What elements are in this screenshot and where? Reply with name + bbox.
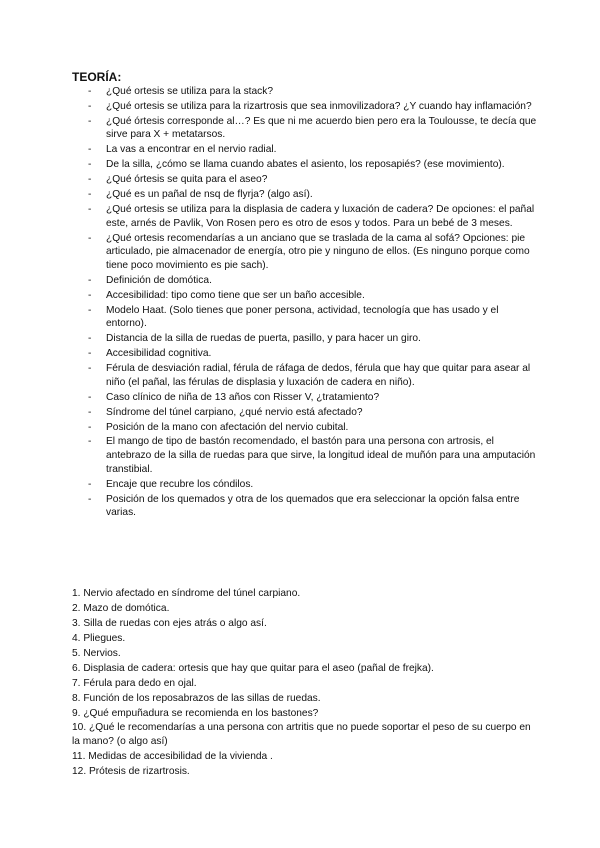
numbered-question-item: 10. ¿Qué le recomendarías a una persona con artritis que no puede soportar el peso de su cuerpo en la mano? (o algo así) [72, 722, 531, 748]
numbered-question-item: 6. Displasia de cadera: ortesis que hay que quitar para el aseo (pañal de frejka). [72, 662, 434, 674]
theory-question-text: ¿Qué ortesis se utiliza para la displasia de cadera y luxación de cadera? De opciones: el pañal este, arnés de Pavlik, Von Rosen pero es otro de esos y todos. Para un bebé de 3 meses. [106, 204, 535, 229]
dash-bullet: - [88, 391, 92, 403]
numbered-question-item: 9. ¿Qué empuñadura se recomienda en los bastones? [72, 707, 319, 719]
dash-bullet: - [88, 204, 92, 216]
dash-bullet: - [88, 478, 92, 490]
numbered-question-item: 7. Férula para dedo en ojal. [72, 677, 197, 689]
theory-question-item [88, 347, 538, 361]
theory-question-text: Síndrome del túnel carpiano, ¿qué nervio está afectado? [106, 406, 363, 418]
theory-question-text: Distancia de la silla de ruedas de puerta, pasillo, y para hacer un giro. [106, 333, 421, 345]
dash-bullet: - [88, 174, 92, 186]
theory-question-text: Encaje que recubre los cóndilos. [106, 478, 254, 490]
numbered-question-item: 4. Pliegues. [72, 632, 126, 644]
theory-question-item [88, 332, 538, 346]
dash-bullet: - [88, 436, 92, 448]
theory-question-text: ¿Qué órtesis se quita para el aseo? [106, 174, 268, 186]
numbered-question-list [72, 587, 537, 780]
theory-question-text: ¿Qué ortesis recomendarías a un anciano que se traslada de la cama al sofá? Opciones: pie articulado, pie almacenador de energía, otro pie y ninguno de ellos. (Es ninguno porque como tiene poco movimiento es pie sach). [106, 232, 530, 271]
numbered-question-item: 11. Medidas de accesibilidad de la vivienda . [72, 750, 273, 762]
theory-question-item [88, 362, 538, 389]
theory-question-item [88, 203, 538, 230]
theory-question-text: Modelo Haat. (Solo tienes que poner persona, actividad, tecnología que has usado y el entorno). [106, 304, 499, 330]
theory-question-list [88, 85, 538, 521]
theory-question-item [88, 289, 538, 303]
theory-question-item [88, 391, 538, 405]
dash-bullet: - [88, 144, 92, 156]
dash-bullet: - [88, 304, 92, 316]
numbered-question-item: 8. Función de los reposabrazos de las sillas de ruedas. [72, 692, 321, 704]
dash-bullet: - [88, 406, 92, 418]
dash-bullet: - [88, 232, 92, 244]
dash-bullet: - [88, 86, 92, 97]
dash-bullet: - [88, 100, 92, 112]
theory-question-text: El mango de tipo de bastón recomendado, el bastón para una persona con artrosis, el antebrazo de la silla de ruedas para que sirve, la longitud ideal de muñón para una amputación transtibial. [106, 436, 536, 475]
dash-bullet: - [88, 363, 92, 375]
theory-question-text: Férula de desviación radial, férula de ráfaga de dedos, férula que hay que quitar para asear al niño (el pañal, las férulas de displasia y luxación de cadera en niño). [106, 363, 531, 388]
theory-question-item [88, 85, 538, 99]
theory-question-text: Posición de los quemados y otra de los quemados que era seleccionar la opción falsa entre varias. [106, 493, 520, 519]
dash-bullet: - [88, 493, 92, 505]
dash-bullet: - [88, 289, 92, 301]
numbered-question-item: 5. Nervios. [72, 647, 121, 659]
theory-question-text: Definición de domótica. [106, 274, 212, 286]
theory-question-item [88, 406, 538, 420]
theory-question-text: De la silla, ¿cómo se llama cuando abates el asiento, los reposapiés? (ese movimiento). [106, 159, 505, 171]
dash-bullet: - [88, 159, 92, 171]
numbered-question-item: 1. Nervio afectado en síndrome del túnel carpiano. [72, 588, 301, 599]
theory-question-item [88, 143, 538, 157]
theory-question-text: Caso clínico de niña de 13 años con Risser V, ¿tratamiento? [106, 391, 380, 403]
dash-bullet: - [88, 348, 92, 360]
theory-question-item [88, 421, 538, 435]
theory-question-item [88, 478, 538, 492]
theory-question-item [88, 115, 538, 142]
dash-bullet: - [88, 115, 92, 127]
dash-bullet: - [88, 274, 92, 286]
theory-question-text: ¿Qué es un pañal de nsq de flyrja? (algo así). [106, 189, 313, 201]
theory-question-item [88, 274, 538, 288]
dash-bullet: - [88, 189, 92, 201]
theory-question-text: Accesibilidad cognitiva. [106, 348, 212, 360]
theory-question-item [88, 493, 538, 520]
theory-question-text: ¿Qué ortesis se utiliza para la rizartrosis que sea inmovilizadora? ¿Y cuando hay inflamación? [106, 100, 532, 112]
theory-question-text: Posición de la mano con afectación del nervio cubital. [106, 421, 349, 433]
theory-question-text: ¿Qué ortesis se utiliza para la stack? [106, 86, 274, 97]
numbered-question-item: 2. Mazo de domótica. [72, 602, 170, 614]
theory-question-item [88, 173, 538, 187]
dash-bullet: - [88, 421, 92, 433]
dash-bullet: - [88, 333, 92, 345]
theory-question-text: La vas a encontrar en el nervio radial. [106, 144, 277, 156]
theory-question-item [88, 188, 538, 202]
theory-question-item [88, 158, 538, 172]
section-title: TEORÍA: [72, 70, 122, 84]
numbered-question-item: 3. Silla de ruedas con ejes atrás o algo así. [72, 617, 267, 629]
theory-question-item [88, 232, 538, 273]
theory-question-item [88, 435, 538, 476]
theory-question-item [88, 304, 538, 331]
numbered-question-item: 12. Prótesis de rizartrosis. [72, 765, 190, 777]
theory-question-text: Accesibilidad: tipo como tiene que ser un baño accesible. [106, 289, 365, 301]
theory-question-item [88, 100, 538, 114]
theory-question-text: ¿Qué órtesis corresponde al…? Es que ni me acuerdo bien pero era la Toulousse, te decía que sirve para X + metatarsos. [106, 115, 537, 141]
